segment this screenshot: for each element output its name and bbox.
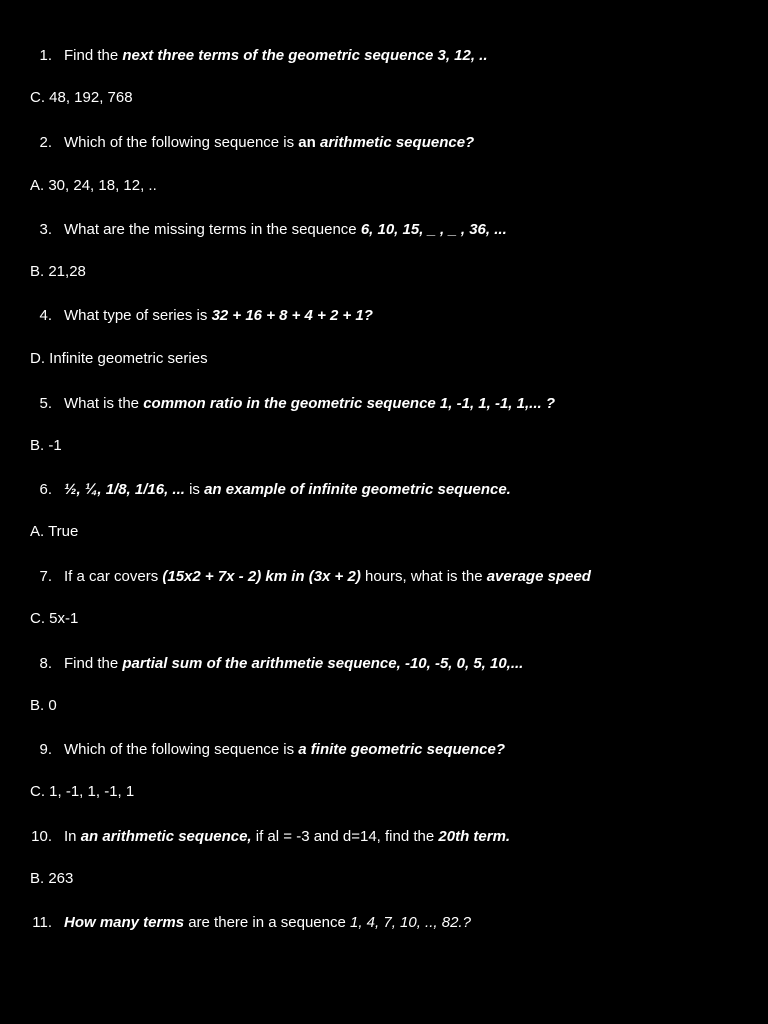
question-5: [0, 393, 740, 415]
question-text-part: 1, 4, 7, 10, .., 82.?: [350, 914, 471, 931]
question-text-part: average speed: [486, 568, 591, 585]
question-2: [0, 132, 740, 154]
answer-7: C. 5x-1: [30, 610, 79, 627]
question-number: 11.: [32, 914, 52, 931]
question-number: 3.: [39, 221, 52, 238]
question-text-part: What is the: [64, 395, 144, 412]
question-number: 2.: [39, 134, 52, 151]
question-text-part: a finite geometric sequence?: [298, 741, 506, 758]
question-text-part: if al = -3 and d=14, find the: [251, 828, 439, 845]
question-text-part: arithmetic sequence?: [319, 134, 475, 151]
question-1: [0, 45, 740, 67]
question-text-part: 20th term.: [438, 828, 511, 845]
question-text-part: is: [184, 481, 205, 498]
question-text-part: Which of the following sequence is: [64, 741, 299, 758]
question-text-part: What are the missing terms in the sequence: [64, 221, 361, 238]
question-number: 5.: [39, 395, 52, 412]
answer-8: B. 0: [30, 697, 57, 714]
question-text-part: In: [64, 828, 81, 845]
question-11: [0, 912, 740, 934]
question-number: 4.: [39, 307, 52, 324]
question-number: 8.: [39, 655, 52, 672]
question-text-part: (15x2 + 7x - 2) km in (3x + 2): [162, 568, 361, 585]
question-number: 6.: [39, 481, 52, 498]
question-text-part: What type of series is: [64, 307, 212, 324]
question-text-part: How many terms: [64, 914, 185, 931]
question-text-part: Find the: [64, 655, 123, 672]
question-6: [0, 479, 740, 501]
question-number: 9.: [39, 741, 52, 758]
answer-5: B. -1: [30, 437, 62, 454]
question-text-part: 32 + 16 + 8 + 4 + 2 + 1?: [211, 307, 373, 324]
question-text-part: common ratio in the geometric sequence 1, -1, 1, -1, 1,... ?: [143, 395, 555, 412]
answer-4: D. Infinite geometric series: [30, 350, 208, 367]
question-number: 7.: [39, 568, 52, 585]
question-text-part: next three terms of the geometric sequence 3, 12, ..: [122, 47, 488, 64]
question-text-part: are there in a sequence: [184, 914, 350, 931]
question-text-part: an: [298, 134, 320, 151]
question-text-part: partial sum of the arithmetie sequence, -10, -5, 0, 5, 10,...: [122, 655, 524, 672]
answer-9: C. 1, -1, 1, -1, 1: [30, 783, 135, 800]
question-number: 1.: [39, 47, 52, 64]
question-text-part: an example of infinite geometric sequence.: [204, 481, 511, 498]
question-text-part: an arithmetic sequence,: [80, 828, 252, 845]
question-3: [0, 219, 740, 241]
question-4: [0, 305, 740, 327]
answer-10: B. 263: [30, 870, 74, 887]
answer-2: A. 30, 24, 18, 12, ..: [30, 177, 157, 194]
answer-3: B. 21,28: [30, 263, 86, 280]
question-10: [0, 826, 740, 848]
question-text-part: hours, what is the: [360, 568, 487, 585]
question-text-part: Which of the following sequence is: [64, 134, 299, 151]
question-text-part: 6, 10, 15, _ , _ , 36, ...: [360, 221, 507, 238]
question-number: 10.: [31, 828, 52, 845]
question-text-part: If a car covers: [64, 568, 163, 585]
answer-6: A. True: [30, 523, 79, 540]
question-8: [0, 653, 740, 675]
answer-1: C. 48, 192, 768: [30, 89, 133, 106]
question-7: [0, 566, 740, 588]
question-9: [0, 739, 740, 761]
question-text-part: Find the: [64, 47, 123, 64]
question-text-part: ½, ¼, 1/8, 1/16, ...: [64, 481, 185, 498]
